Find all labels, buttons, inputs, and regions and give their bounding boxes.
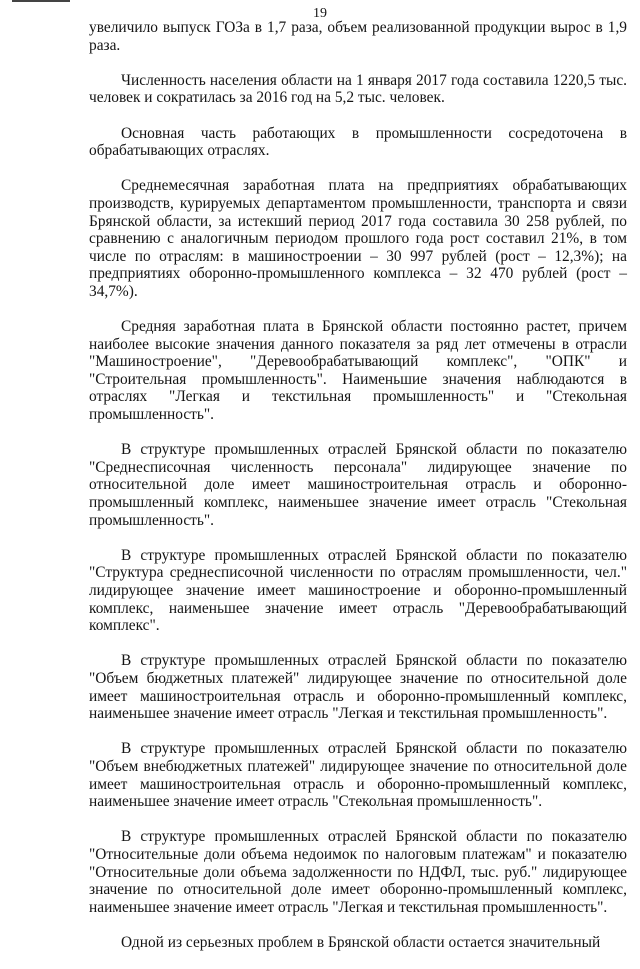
body-text [89,19,627,969]
scan-corner-mark [12,0,70,2]
paragraph-continuation: увеличило выпуск ГОЗа в 1,7 раза, объем реализованной продукции вырос в 1,9 раза. [89,19,627,54]
paragraph-extrabudget-payments: В структуре промышленных отраслей Брянской области по показателю "Объем внебюджетных платежей" лидирующее значение по относительной доле имеет машиностроительная отрасль и оборонно-промышленный комплекс, наименьшее значение имеет отрасль "Стекольная промышленность". [89,740,627,811]
paragraph-headcount-structure: В структуре промышленных отраслей Брянской области по показателю "Структура среднесписочной численности по отраслям промышленности, чел." лидирующее значение имеет машиностроение и оборонно-промышленный комплекс, наименьшее значение имеет отрасль "Деревообрабатывающий комплекс". [89,546,627,635]
paragraph-workforce: Основная часть работающих в промышленности сосредоточена в обрабатывающих отраслях. [89,124,627,160]
paragraph-problems: Одной из серьезных проблем в Брянской области остается значительный [121,933,601,951]
paragraph-population: Численность населения области на 1 января 2017 года составила 1220,5 тыс. человек и сократилась за 2016 год на 5,2 тыс. человек. [89,71,627,107]
page-number: 19 [313,6,327,21]
paragraph-budget-payments: В структуре промышленных отраслей Брянской области по показателю "Объем бюджетных платежей" лидирующее значение по относительной доле имеет машиностроительная отрасль и оборонно-промышленный комплекс, наименьшее значение имеет отрасль "Легкая и текстильная промышленность". [89,652,627,723]
paragraph-average-salary: Среднемесячная заработная плата на предприятиях обрабатывающих производств, курируемых департаментом промышленности, транспорта и связи Брянской области, за истекший период 2017 года составила 30 258 рублей, по сравнению с аналогичным периодом прошлого года рост составил 21%, в том числе по отраслям: в машиностроении – 30 997 рублей (рост – 12,3%); на предприятиях оборонно-промышленного комплекса – 32 470 рублей (рост – 34,7%). [89,177,627,300]
paragraph-headcount: В структуре промышленных отраслей Брянской области по показателю "Среднесписочная численность персонала" лидирующее значение по относительной доле имеет машиностроительная отрасль и оборонно-промышленный комплекс, наименьшее значение имеет отрасль "Стекольная промышленность". [89,441,627,529]
paragraph-tax-arrears: В структуре промышленных отраслей Брянской области по показателю "Относительные доли объема недоимок по налоговым платежам" и показателю "Относительные доли объема задолженности по НДФЛ, тыс. руб." лидирующее значение по относительной доле имеет оборонно-промышленный комплекс, наименьшее значение имеет отрасль "Легкая и текстильная промышленность". [89,828,627,916]
paragraph-salary-growth: Средняя заработная плата в Брянской области постоянно растет, причем наиболее высокие значения данного показателя за ряд лет отмечены в отрасли "Машиностроение", "Деревообрабатывающий комплекс", "ОПК" и "Строительная промышленность". Наименьшие значения наблюдаются в отраслях "Легкая и текстильная промышленность" и "Стекольная промышленность". [89,318,627,424]
